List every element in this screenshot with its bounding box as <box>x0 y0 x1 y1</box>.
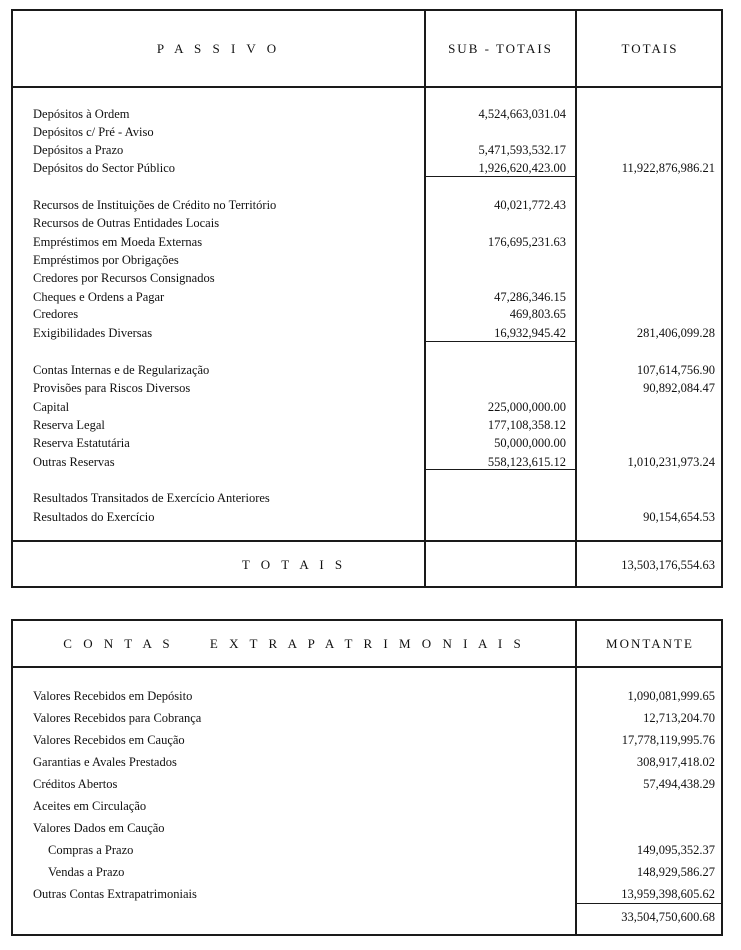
extrapatrimoniais-row-value: 148,929,586.27 <box>636 865 715 879</box>
footer-divider <box>13 540 721 542</box>
subtotais-heading: SUB - TOTAIS <box>448 41 553 56</box>
extrapatrimoniais-row-label: Compras a Prazo <box>48 843 134 857</box>
grand-total: 13,503,176,554.63 <box>621 558 715 572</box>
passivo-row-total: 107,614,756.90 <box>636 363 715 377</box>
extrapatrimoniais-row-label: Garantias e Avales Prestados <box>33 755 177 769</box>
extrapatrimoniais-row-label: Valores Recebidos em Depósito <box>33 689 193 703</box>
extrapatrimoniais-row-value: 308,917,418.02 <box>636 755 715 769</box>
extrapatrimoniais-row-label: Créditos Abertos <box>33 777 118 791</box>
montante-heading: MONTANTE <box>606 636 694 651</box>
passivo-row-subtotal: 40,021,772.43 <box>494 198 566 212</box>
subtotal-rule <box>425 341 575 342</box>
extrapatrimoniais-row-label: Vendas a Prazo <box>48 865 125 879</box>
passivo-row-subtotal: 1,926,620,423.00 <box>478 161 566 175</box>
passivo-row-subtotal: 177,108,358.12 <box>487 418 566 432</box>
extrapatrimoniais-row-value: 57,494,438.29 <box>643 777 715 791</box>
passivo-row-subtotal: 16,932,945.42 <box>494 326 566 340</box>
extrapatrimoniais-row-label: Valores Dados em Caução <box>33 821 165 835</box>
passivo-table <box>11 9 723 588</box>
passivo-row-subtotal: 469,803.65 <box>509 307 566 321</box>
passivo-row-label: Depósitos do Sector Público <box>33 161 176 175</box>
passivo-row-total: 90,154,654.53 <box>643 510 715 524</box>
passivo-row-label: Credores <box>33 307 79 321</box>
passivo-row-label: Depósitos à Ordem <box>33 107 130 121</box>
passivo-row-label: Credores por Recursos Consignados <box>33 271 215 285</box>
passivo-row-label: Resultados do Exercício <box>33 510 155 524</box>
passivo-row-total: 1,010,231,973.24 <box>627 455 715 469</box>
passivo-row-subtotal: 558,123,615.12 <box>487 455 566 469</box>
header-divider <box>13 86 721 88</box>
passivo-row-subtotal: 5,471,593,532.17 <box>478 143 566 157</box>
passivo-row-label: Depósitos a Prazo <box>33 143 124 157</box>
extrapatrimoniais-row-value: 17,778,119,995.76 <box>621 733 715 747</box>
passivo-row-total: 281,406,099.28 <box>636 326 715 340</box>
passivo-row-label: Resultados Transitados de Exercício Anteriores <box>33 491 270 505</box>
header-divider <box>13 666 721 668</box>
extrapatrimoniais-row-label: Outras Contas Extrapatrimoniais <box>33 887 197 901</box>
extrapatrimoniais-row-value: 1,090,081,999.65 <box>627 689 715 703</box>
passivo-row-subtotal: 50,000,000.00 <box>494 436 566 450</box>
total-rule <box>577 903 723 904</box>
passivo-row-label: Capital <box>33 400 70 414</box>
extrapatrimoniais-row-value: 149,095,352.37 <box>636 843 715 857</box>
passivo-row-label: Exigibilidades Diversas <box>33 326 153 340</box>
extrapatrimoniais-row-label: Valores Recebidos para Cobrança <box>33 711 202 725</box>
passivo-row-label: Empréstimos em Moeda Externas <box>33 235 203 249</box>
extrapatrimoniais-row-label: Valores Recebidos em Caução <box>33 733 185 747</box>
extrapatrimoniais-heading: C O N T A S E X T R A P A T R I M O N I A I S <box>63 636 525 651</box>
passivo-row-label: Cheques e Ordens a Pagar <box>33 290 165 304</box>
passivo-row-subtotal: 176,695,231.63 <box>487 235 566 249</box>
passivo-row-label: Reserva Legal <box>33 418 105 432</box>
passivo-heading: P A S S I V O <box>156 41 281 56</box>
passivo-row-label: Depósitos c/ Pré - Aviso <box>33 125 154 139</box>
extrapatrimoniais-total: 33,504,750,600.68 <box>621 910 715 924</box>
column-divider <box>424 11 426 586</box>
passivo-row-label: Reserva Estatutária <box>33 436 130 450</box>
passivo-row-label: Outras Reservas <box>33 455 115 469</box>
subtotal-rule <box>425 469 575 470</box>
passivo-row-total: 90,892,084.47 <box>643 381 715 395</box>
extrapatrimoniais-row-value: 12,713,204.70 <box>643 711 715 725</box>
extrapatrimoniais-row-label: Aceites em Circulação <box>33 799 147 813</box>
subtotal-rule <box>425 176 575 177</box>
passivo-row-total: 11,922,876,986.21 <box>621 161 715 175</box>
extrapatrimoniais-table <box>11 619 723 936</box>
passivo-row-label: Recursos de Outras Entidades Locais <box>33 216 220 230</box>
totais-footer-label: T O T A I S <box>241 557 347 572</box>
extrapatrimoniais-row-value: 13,959,398,605.62 <box>621 887 715 901</box>
passivo-row-subtotal: 4,524,663,031.04 <box>478 107 566 121</box>
totais-heading: TOTAIS <box>621 41 679 56</box>
passivo-row-label: Recursos de Instituições de Crédito no Território <box>33 198 277 212</box>
passivo-row-label: Empréstimos por Obrigações <box>33 253 179 267</box>
passivo-row-subtotal: 225,000,000.00 <box>487 400 566 414</box>
passivo-row-label: Provisões para Riscos Diversos <box>33 381 191 395</box>
passivo-row-subtotal: 47,286,346.15 <box>494 290 566 304</box>
column-divider <box>575 11 577 586</box>
passivo-row-label: Contas Internas e de Regularização <box>33 363 210 377</box>
